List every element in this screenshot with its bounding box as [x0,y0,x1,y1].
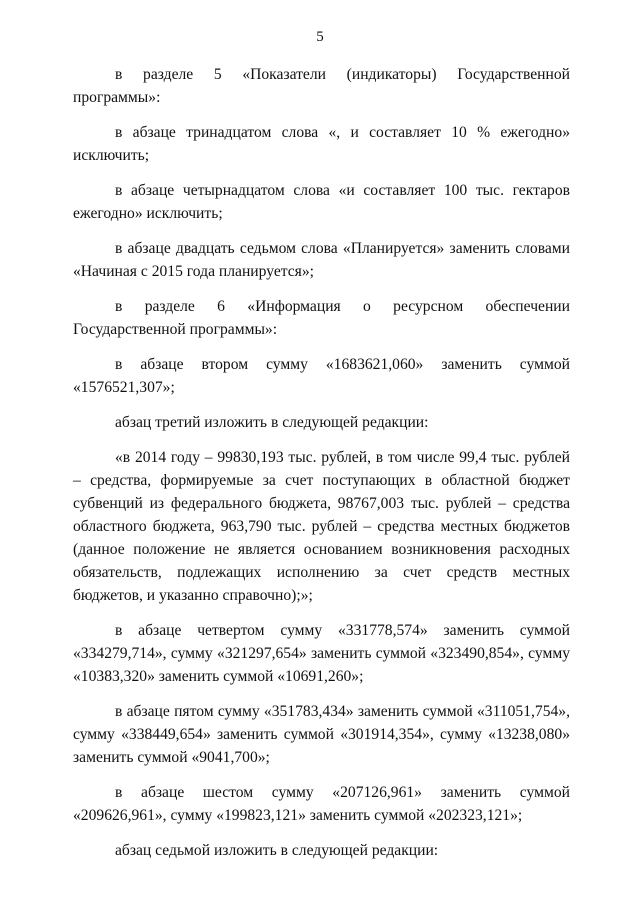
paragraph-6: в абзаце втором сумму «1683621,060» заменить суммой «1576521,307»; [73,356,570,396]
paragraph-5: в разделе 6 «Информация о ресурсном обеспечении Государственной программы»: [73,298,570,338]
paragraph-3: в абзаце четырнадцатом слова «и составляет 100 тыс. гектаров ежегодно» исключить; [73,182,570,222]
document-body [73,63,570,862]
paragraph-8: «в 2014 году – 99830,193 тыс. рублей, в том числе 99,4 тыс. рублей – средства, формируемые за счет поступающих в областной бюджет субвенций из федерального бюджета, 98767,003 тыс. рублей – средства областного бюджета, 963,790 тыс. рублей – средства местных бюджетов (данное положение не является основанием возникновения расходных обязательств, подлежащих исполнению за счет средств местных бюджетов, и указанно справочно);»; [73,449,570,604]
paragraph-11: в абзаце шестом сумму «207126,961» заменить суммой «209626,961», сумму «199823,121» заменить суммой «202323,121»; [73,784,570,824]
paragraph-2: в абзаце тринадцатом слова «, и составляет 10 % ежегодно» исключить; [73,124,570,164]
paragraph-1: в разделе 5 «Показатели (индикаторы) Государственной программы»: [73,66,570,106]
paragraph-9: в абзаце четвертом сумму «331778,574» заменить суммой «334279,714», сумму «321297,654» заменить суммой «323490,854», сумму «10383,320» заменить суммой «10691,260»; [73,622,570,685]
paragraph-7: абзац третий изложить в следующей редакции: [115,414,429,431]
page-number: 5 [316,29,324,45]
paragraph-4: в абзаце двадцать седьмом слова «Планируется» заменить словами «Начиная с 2015 года планируется»; [73,240,570,280]
paragraph-12: абзац седьмой изложить в следующей редакции: [115,842,439,859]
paragraph-10: в абзаце пятом сумму «351783,434» заменить суммой «311051,754», сумму «338449,654» заменить суммой «301914,354», сумму «13238,080» заменить суммой «9041,700»; [73,703,570,766]
